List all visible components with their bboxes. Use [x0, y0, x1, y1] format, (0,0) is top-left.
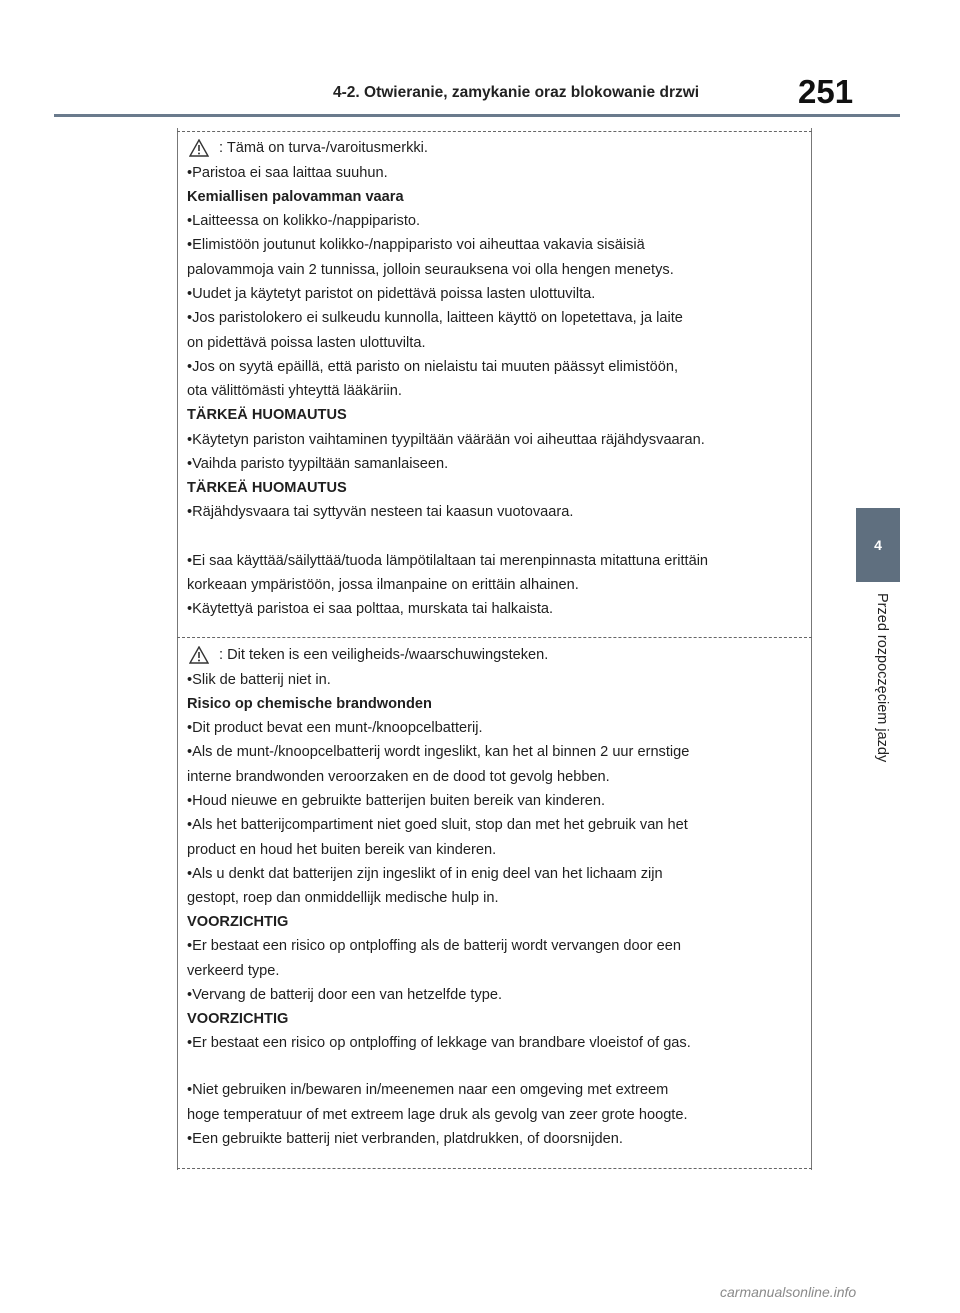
box-top-divider: [177, 131, 812, 132]
fi-line: •Paristoa ei saa laittaa suuhun.: [187, 165, 388, 181]
fi-heading: TÄRKEÄ HUOMAUTUS: [187, 480, 347, 496]
chapter-tab[interactable]: [856, 508, 900, 582]
nl-line: •Er bestaat een risico op ontploffing of lekkage van brandbare vloeistof of gas.: [187, 1035, 691, 1051]
fi-heading: Kemiallisen palovamman vaara: [187, 189, 404, 205]
language-divider: [177, 637, 812, 638]
nl-line: •Slik de batterij niet in.: [187, 672, 331, 688]
fi-line: •Ei saa käyttää/säilyttää/tuoda lämpötilaltaan tai merenpinnasta mitattuna erittäin: [187, 553, 709, 569]
nl-line: gestopt, roep dan onmiddellijk medische hulp in.: [187, 890, 499, 906]
nl-heading: VOORZICHTIG: [187, 1011, 289, 1027]
fi-heading: TÄRKEÄ HUOMAUTUS: [187, 407, 347, 423]
nl-line: •Dit product bevat een munt-/knoopcelbatterij.: [187, 720, 483, 736]
nl-line: interne brandwonden veroorzaken en de dood tot gevolg hebben.: [187, 769, 610, 785]
fi-warning-symbol-line: [187, 139, 428, 157]
header-divider: [54, 114, 900, 117]
fi-line: •Käytettyä paristoa ei saa polttaa, murskata tai halkaista.: [187, 601, 554, 617]
nl-line: product en houd het buiten bereik van kinderen.: [187, 842, 497, 858]
fi-line: •Jos on syytä epäillä, että paristo on nielaistu tai muuten päässyt elimistöön,: [187, 359, 679, 375]
warning-triangle-icon: [189, 139, 209, 157]
fi-line: korkeaan ympäristöön, jossa ilmanpaine on erittäin alhainen.: [187, 577, 579, 593]
nl-line: •Als u denkt dat batterijen zijn ingeslikt of in enig deel van het lichaam zijn: [187, 866, 663, 882]
fi-line: ota välittömästi yhteyttä lääkäriin.: [187, 383, 402, 399]
fi-line: •Uudet ja käytetyt paristot on pidettävä poissa lasten ulottuvilta.: [187, 286, 596, 302]
chapter-title: Przed rozpoczęciem jazdy: [874, 593, 890, 763]
box-bottom-divider: [177, 1168, 812, 1169]
fi-line: •Räjähdysvaara tai syttyvän nesteen tai kaasun vuotovaara.: [187, 504, 574, 520]
nl-line: •Als de munt-/knoopcelbatterij wordt ingeslikt, kan het al binnen 2 uur ernstige: [187, 744, 690, 760]
fi-line: on pidettävä poissa lasten ulottuvilta.: [187, 335, 426, 351]
nl-line: •Vervang de batterij door een van hetzelfde type.: [187, 987, 503, 1003]
page-number: 251: [798, 73, 854, 110]
nl-line: •Houd nieuwe en gebruikte batterijen buiten bereik van kinderen.: [187, 793, 606, 809]
fi-line: •Laitteessa on kolikko-/nappiparisto.: [187, 213, 421, 229]
fi-line: palovammoja vain 2 tunnissa, jolloin seurauksena voi olla hengen menetys.: [187, 262, 674, 278]
nl-heading: Risico op chemische brandwonden: [187, 696, 432, 712]
nl-line: •Een gebruikte batterij niet verbranden, platdrukken, of doorsnijden.: [187, 1131, 623, 1147]
fi-line: •Jos paristolokero ei sulkeudu kunnolla, laitteen käyttö on lopetettava, ja laite: [187, 310, 683, 326]
nl-warning-text: : Dit teken is een veiligheids-/waarschuwingsteken.: [219, 647, 549, 663]
warning-triangle-icon: [189, 646, 209, 664]
nl-line: hoge temperatuur of met extreem lage druk als gevolg van zeer grote hoogte.: [187, 1107, 688, 1123]
nl-heading: VOORZICHTIG: [187, 914, 289, 930]
fi-line: •Elimistöön joutunut kolikko-/nappiparisto voi aiheuttaa vakavia sisäisiä: [187, 237, 645, 253]
nl-line: •Als het batterijcompartiment niet goed sluit, stop dan met het gebruik van het: [187, 817, 688, 833]
section-title: 4-2. Otwieranie, zamykanie oraz blokowanie drzwi: [333, 84, 700, 101]
watermark: carmanualsonline.info: [720, 1284, 857, 1300]
fi-warning-text: : Tämä on turva-/varoitusmerkki.: [219, 140, 428, 156]
nl-line: verkeerd type.: [187, 963, 280, 979]
nl-line: •Er bestaat een risico op ontploffing als de batterij wordt vervangen door een: [187, 938, 682, 954]
fi-line: •Käytetyn pariston vaihtaminen tyypiltään väärään voi aiheuttaa räjähdysvaaran.: [187, 432, 705, 448]
nl-warning-symbol-line: [187, 646, 548, 664]
nl-line: •Niet gebruiken in/bewaren in/meenemen naar een omgeving met extreem: [187, 1082, 669, 1098]
fi-line: •Vaihda paristo tyypiltään samanlaiseen.: [187, 456, 449, 472]
chapter-number: 4: [874, 537, 882, 553]
